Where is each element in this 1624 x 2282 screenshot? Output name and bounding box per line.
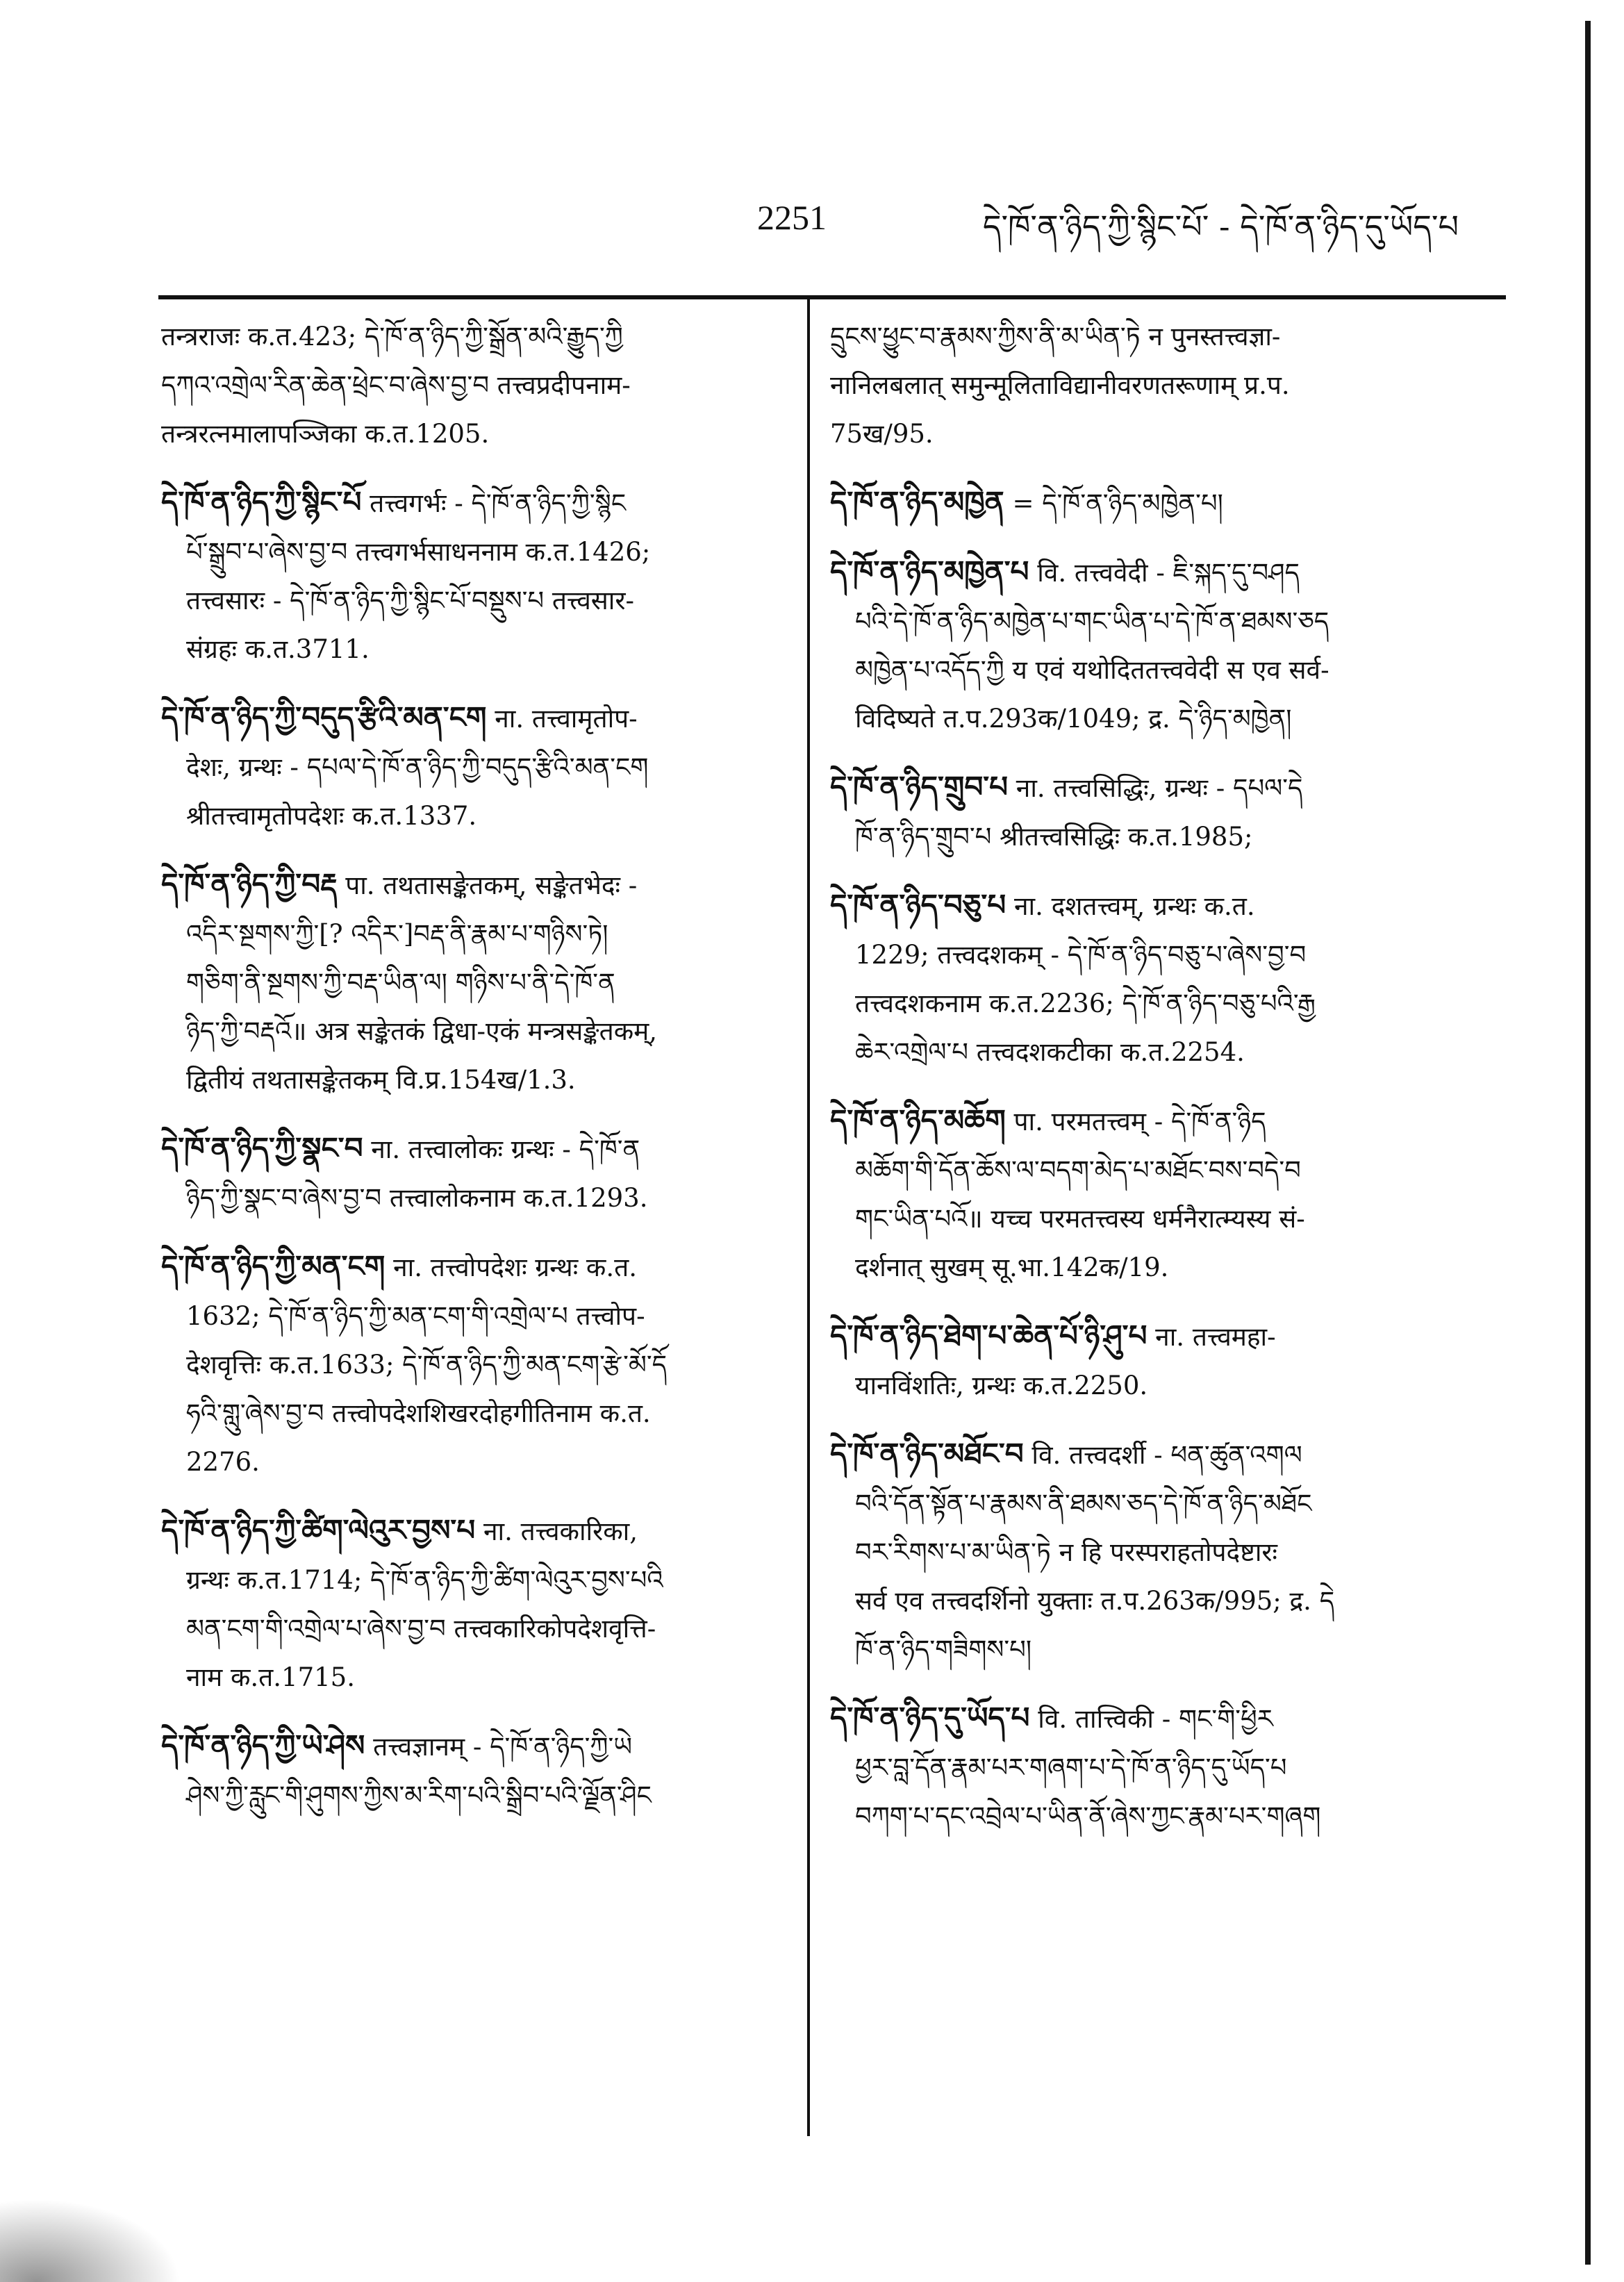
entry-line: यानविंशतिः, ग्रन्थः क.त.2250. bbox=[855, 1371, 1148, 1400]
entry-line: ཁོ་ན་ཉིད་གཟིགས་པ། bbox=[855, 1635, 1032, 1664]
entry-head-line bbox=[830, 1312, 1455, 1362]
entry-head-line bbox=[830, 1694, 1455, 1744]
head-definition: वि. तत्त्वदर्शी - ཕན་ཚུན་འགལ bbox=[1023, 1440, 1302, 1470]
entry-line: तन्त्ररत्नमालापञ्जिका क.त.1205. bbox=[161, 419, 490, 449]
dictionary-entry bbox=[161, 693, 786, 841]
entry-line: देशः, ग्रन्थः - དཔལ་དེ་ཁོ་ན་ཉིད་ཀྱི་བདུད་རྩིའི་མན་ངག bbox=[186, 752, 649, 782]
head-definition: तत्त्वगर्भः - དེ་ཁོ་ན་ཉིད་ཀྱི་སྙིང bbox=[361, 488, 627, 518]
head-definition: = དེ་ཁོ་ན་ཉིད་མཁྱེན་པ། bbox=[1004, 488, 1223, 518]
dictionary-entry bbox=[830, 313, 1455, 458]
left-column bbox=[161, 313, 786, 1839]
entry-line: विदिष्यते त.प.293क/1049; द्र. དེ་ཉིད་མཁྱེན། bbox=[855, 704, 1292, 734]
dictionary-entry bbox=[830, 1694, 1455, 1841]
entry-line: ཉིད་ཀྱི་བརྡའོ॥ अत्र सङ्केतकं द्विधा-एकं मन्त्रसङ्केतकम्, bbox=[186, 1016, 658, 1046]
entry-line: तत्त्वसारः - དེ་ཁོ་ན་ཉིད་ཀྱི་སྙིང་པོ་བསྡུས་པ तत्त्वसार- bbox=[186, 586, 634, 615]
right-column bbox=[830, 313, 1455, 1860]
entry-head-line bbox=[161, 1721, 786, 1771]
column-divider bbox=[807, 295, 810, 2136]
entry-line: ཁོ་ན་ཉིད་གྲུབ་པ श्रीतत्त्वसिद्धिः क.त.1985; bbox=[855, 822, 1253, 852]
headword: དེ་ཁོ་ན་ཉིད་དུ་ཡོད་པ bbox=[830, 1701, 1030, 1735]
headword: དེ་ཁོ་ན་ཉིད་ཀྱི་སྙིང་པོ bbox=[161, 485, 362, 519]
dictionary-entry bbox=[161, 860, 786, 1105]
headword: དེ་ཁོ་ན་ཉིད་ཀྱི་ཡེ་ཤེས bbox=[161, 1728, 365, 1762]
entry-line: 2276. bbox=[186, 1447, 260, 1477]
dictionary-entry bbox=[161, 1124, 786, 1223]
entry-line: བར་རིགས་པ་མ་ཡིན་ཏེ न हि परस्पराहतोपदेष्टारः bbox=[855, 1537, 1278, 1567]
dictionary-entry bbox=[830, 763, 1455, 861]
head-definition: तत्त्वज्ञानम् - དེ་ཁོ་ན་ཉིད་ཀྱི་ཡེ bbox=[365, 1732, 633, 1762]
entry-line: ཤེས་ཀྱི་རླུང་གི་ཤུགས་ཀྱིས་མ་རིག་པའི་སྒྲིབ་པའི་ལྗོན་ཤིང bbox=[186, 1780, 652, 1810]
dictionary-entry bbox=[161, 1506, 786, 1702]
entry-line: ཕྱར་བླ་དོན་རྣམ་པར་གཞག་པ་དེ་ཁོ་ན་ཉིད་དུ་ཡོད་པ bbox=[855, 1753, 1287, 1783]
entry-line: सर्व एव तत्त्वदर्शिनो युक्ताः त.प.263क/995; द्र. དེ bbox=[855, 1586, 1335, 1616]
entry-line: नाम क.त.1715. bbox=[186, 1662, 355, 1692]
headword: དེ་ཁོ་ན་ཉིད་གྲུབ་པ bbox=[830, 770, 1009, 804]
entry-line: श्रीतत्त्वामृतोपदेशः क.त.1337. bbox=[186, 801, 477, 831]
dictionary-entry bbox=[830, 547, 1455, 743]
dictionary-entry bbox=[161, 478, 786, 674]
entry-line: པོ་སྒྲུབ་པ་ཞེས་བྱ་བ तत्त्वगर्भसाधननाम क.त.1426; bbox=[186, 537, 651, 567]
entry-line: ཧའི་གླུ་ཞེས་བྱ་བ तत्त्वोपदेशशिखरदोहगीतिनाम क.त. bbox=[186, 1398, 651, 1428]
entry-line: नानिलबलात् समुन्मूलिताविद्यानीवरणतरूणाम् प्र.प. bbox=[830, 370, 1290, 400]
entry-head-line bbox=[830, 763, 1455, 813]
entry-line: དཀའ་འགྲེལ་རིན་ཆེན་ཕྲེང་བ་ཞེས་བྱ་བ तत्त्वप्रदीपनाम- bbox=[161, 370, 631, 400]
entry-head-line bbox=[830, 478, 1455, 528]
running-head: དེ་ཁོ་ན་ཉིད་ཀྱི་སྙིང་པོ་ - དེ་ཁོ་ན་ཉིད་དུ་ཡོད་པ bbox=[982, 208, 1459, 245]
head-definition: ना. तत्त्वकारिका, bbox=[475, 1516, 638, 1546]
dictionary-entry bbox=[830, 881, 1455, 1077]
head-definition: पा. परमतत्त्वम् - དེ་ཁོ་ན་ཉིད bbox=[1005, 1107, 1266, 1136]
entry-line: འདིར་སྔགས་ཀྱི་[? འདིར་]བརྡ་ནི་རྣམ་པ་གཉིས་ཏེ། bbox=[186, 919, 608, 949]
entry-line: ग्रन्थः क.त.1714; དེ་ཁོ་ན་ཉིད་ཀྱི་ཚིག་ལེའུར་བྱས་པའི bbox=[186, 1565, 663, 1595]
headword: དེ་ཁོ་ན་ཉིད་ཐེག་པ་ཆེན་པོ་ཉི་ཤུ་པ bbox=[830, 1318, 1147, 1353]
head-definition: ना. तत्त्वालोकः ग्रन्थः - དེ་ཁོ་ན bbox=[363, 1134, 640, 1164]
headword: དེ་ཁོ་ན་ཉིད་ཀྱི་བདུད་རྩིའི་མན་ངག bbox=[161, 700, 487, 734]
entry-line: གང་ཡིན་པའོ॥ यच्च परमतत्त्वस्य धर्मनैरात्म्यस्य सं- bbox=[855, 1204, 1305, 1234]
entry-line: ཉིད་ཀྱི་སྣང་བ་ཞེས་བྱ་བ तत्त्वालोकनाम क.त.1293. bbox=[186, 1183, 648, 1213]
entry-head-line bbox=[161, 1506, 786, 1556]
head-definition: ना. तत्त्वामृतोप- bbox=[486, 704, 638, 734]
entry-line: तन्त्रराजः क.त.423; དེ་ཁོ་ན་ཉིད་ཀྱི་སྒྲོན་མའི་རྒྱུད་ཀྱི bbox=[161, 322, 623, 352]
dictionary-entry bbox=[830, 478, 1455, 528]
entry-head-line bbox=[161, 693, 786, 743]
entry-line: 1229; तत्त्वदशकम् - དེ་ཁོ་ན་ཉིད་བཅུ་པ་ཞེས་བྱ་བ bbox=[855, 940, 1307, 970]
dictionary-entry bbox=[830, 1096, 1455, 1292]
entry-line: तत्त्वदशकनाम क.त.2236; དེ་ཁོ་ན་ཉིད་བཅུ་པའི་རྒྱ bbox=[855, 989, 1316, 1018]
headword: དེ་ཁོ་ན་ཉིད་མཐོང་བ bbox=[830, 1437, 1024, 1471]
entry-line: द्वितीयं तथतासङ्केतकम् वि.प्र.154ख/1.3. bbox=[186, 1065, 576, 1095]
page-edge-shadow bbox=[1585, 21, 1591, 2265]
entry-head-line bbox=[830, 547, 1455, 597]
entry-line: संग्रहः क.त.3711. bbox=[186, 634, 370, 664]
header-rule bbox=[158, 295, 1506, 299]
headword: དེ་ཁོ་ན་ཉིད་མཆོག bbox=[830, 1103, 1006, 1137]
dictionary-entry bbox=[161, 313, 786, 458]
entry-head-line bbox=[161, 1124, 786, 1174]
head-definition: वि. तत्त्ववेदी - ཇི་སྐད་དུ་བཤད bbox=[1029, 558, 1300, 588]
head-definition: ना. तत्त्वसिद्धिः, ग्रन्थः - དཔལ་དེ bbox=[1008, 773, 1303, 803]
headword: དེ་ཁོ་ན་ཉིད་ཀྱི་མན་ངག bbox=[161, 1249, 386, 1283]
entry-head-line bbox=[161, 1242, 786, 1292]
entry-head-line bbox=[161, 478, 786, 528]
entry-line: देशवृत्तिः क.त.1633; དེ་ཁོ་ན་ཉིད་ཀྱི་མན་ངག་རྩེ་མོ་དོ bbox=[186, 1350, 668, 1380]
head-definition: ना. दशतत्त्वम्, ग्रन्थः क.त. bbox=[1006, 891, 1255, 921]
entry-line: མཆོག་གི་དོན་ཆོས་ལ་བདག་མེད་པ་མཐོང་བས་བདེ་བ bbox=[855, 1155, 1301, 1185]
head-definition: ना. तत्त्वोपदेशः ग्रन्थः क.त. bbox=[385, 1252, 637, 1282]
entry-line: 75ख/95. bbox=[830, 419, 934, 449]
dictionary-entry bbox=[830, 1312, 1455, 1410]
entry-head-line bbox=[830, 1430, 1455, 1480]
entry-head-line bbox=[161, 860, 786, 910]
page-header bbox=[750, 188, 1459, 250]
entry-head-line bbox=[830, 1096, 1455, 1146]
scan-corner-smudge bbox=[0, 2199, 181, 2282]
head-definition: पा. तथतासङ्केतकम्, सङ्केतभेदः - bbox=[337, 870, 638, 900]
entry-line: པའི་དེ་ཁོ་ན་ཉིད་མཁྱེན་པ་གང་ཡིན་པ་དེ་ཁོ་ན་ཐམས་ཅད bbox=[855, 606, 1329, 636]
entry-line: བཀག་པ་དང་འབྲེལ་པ་ཡིན་ནོ་ཞེས་ཀྱང་རྣམ་པར་གཞག bbox=[855, 1801, 1321, 1831]
page-number: 2251 bbox=[757, 198, 827, 237]
entry-line: བའི་དོན་སྟོན་པ་རྣམས་ནི་ཐམས་ཅད་དེ་ཁོ་ན་ཉིད་མཐོང bbox=[855, 1489, 1312, 1519]
headword: དེ་ཁོ་ན་ཉིད་ཀྱི་སྣང་བ bbox=[161, 1131, 363, 1165]
entry-line: མཁྱེན་པ་འདོད་ཀྱི य एवं यथोदिततत्त्ववेदी स एव सर्व- bbox=[855, 655, 1329, 685]
entry-line: 1632; དེ་ཁོ་ན་ཉིད་ཀྱི་མན་ངག་གི་འགྲེལ་པ तत्त्वोप- bbox=[186, 1301, 645, 1331]
headword: དེ་ཁོ་ན་ཉིད་བཅུ་པ bbox=[830, 888, 1006, 922]
headword: དེ་ཁོ་ན་ཉིད་མཁྱེན་པ bbox=[830, 554, 1029, 588]
head-definition: ना. तत्त्वमहा- bbox=[1147, 1322, 1276, 1352]
entry-head-line bbox=[830, 881, 1455, 931]
head-definition: वि. तात्त्विकी - གང་གི་ཕྱིར bbox=[1029, 1704, 1273, 1734]
headword: དེ་ཁོ་ན་ཉིད་མཁྱེན bbox=[830, 485, 1004, 519]
dictionary-entry bbox=[830, 1430, 1455, 1674]
headword: དེ་ཁོ་ན་ཉིད་ཀྱི་ཚིག་ལེའུར་བྱས་པ bbox=[161, 1513, 476, 1547]
headword: དེ་ཁོ་ན་ཉིད་ཀྱི་བརྡ bbox=[161, 867, 338, 901]
dictionary-entry bbox=[161, 1721, 786, 1820]
entry-line: དྲུངས་ཕྱུང་བ་རྣམས་ཀྱིས་ནི་མ་ཡིན་ཏེ न पुनस्तत्त्वज्ञा- bbox=[830, 322, 1281, 352]
entry-line: ཆེར་འགྲེལ་པ तत्त्वदशकटीका क.त.2254. bbox=[855, 1037, 1245, 1067]
entry-line: མན་ངག་གི་འགྲེལ་པ་ཞེས་བྱ་བ तत्त्वकारिकोपदेशवृत्ति- bbox=[186, 1614, 656, 1644]
entry-line: दर्शनात् सुखम् सू.भा.142क/19. bbox=[855, 1252, 1169, 1282]
entry-line: གཅིག་ནི་སྔགས་ཀྱི་བརྡ་ཡིན་ལ། གཉིས་པ་ནི་དེ་ཁོ་ན bbox=[186, 968, 615, 998]
dictionary-entry bbox=[161, 1242, 786, 1487]
